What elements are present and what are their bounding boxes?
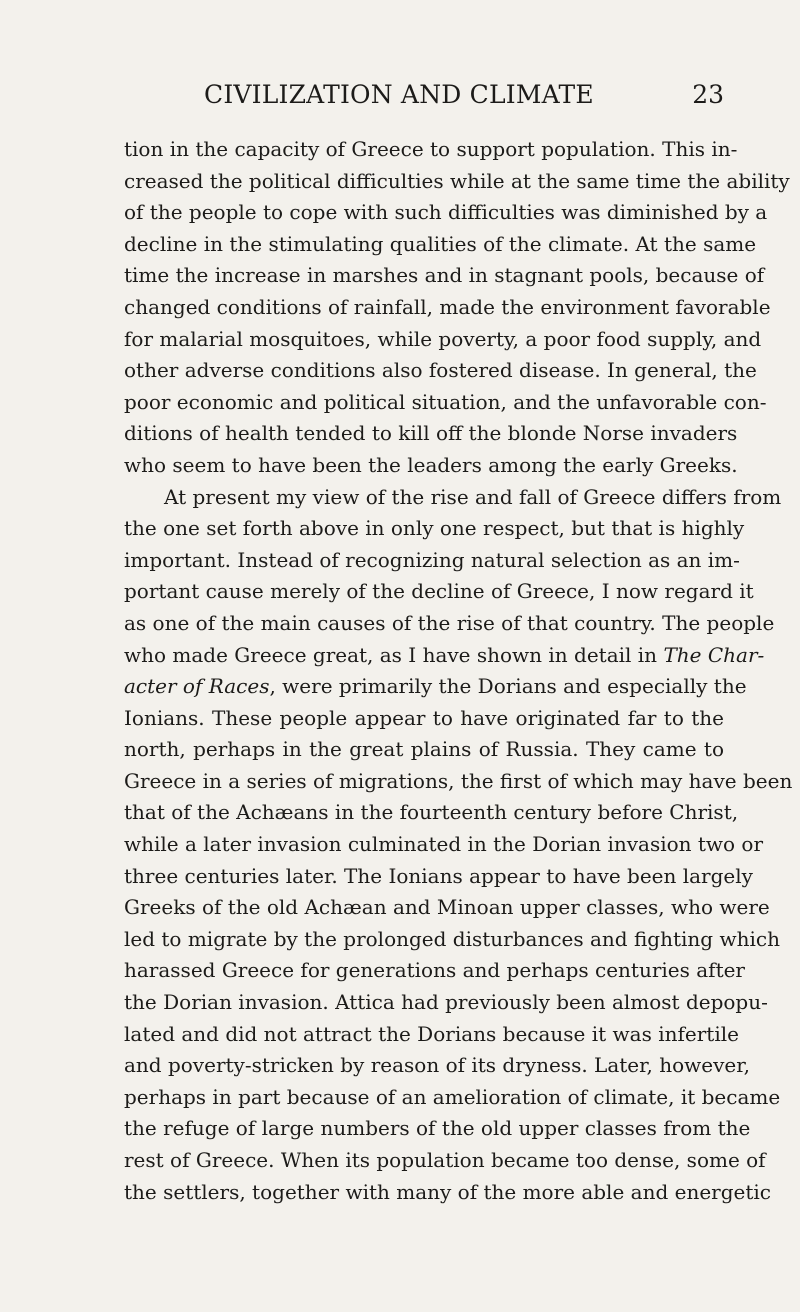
body-text	[124, 134, 793, 1208]
text-line: harassed Greece for generations and perhaps centuries after	[124, 958, 745, 983]
book-title: The Char-	[663, 642, 765, 667]
text-fragment: who made Greece great, as I have shown in detail in	[124, 642, 658, 667]
running-head	[124, 80, 724, 116]
text-line: the Dorian invasion. Attica had previously been almost depopu-	[124, 990, 768, 1015]
text-line: changed conditions of rainfall, made the environment favorable	[124, 294, 771, 319]
running-title: CIVILIZATION AND CLIMATE	[204, 80, 594, 109]
book-title: acter of Races	[124, 674, 270, 699]
text-line: other adverse conditions also fostered disease. In general, the	[124, 358, 757, 383]
text-line: the refuge of large numbers of the old upper classes from the	[124, 1116, 751, 1141]
text-line: perhaps in part because of an amelioration of climate, it became	[124, 1084, 781, 1109]
text-line: portant cause merely of the decline of Greece, I now regard it	[124, 579, 754, 604]
text-line: who seem to have been the leaders among the early Greeks.	[124, 452, 738, 477]
text-line: Ionians. These people appear to have originated far to the	[124, 705, 724, 730]
text-line: lated and did not attract the Dorians because it was infertile	[124, 1021, 739, 1046]
text-line: Greeks of the old Achæan and Minoan upper classes, who were	[124, 895, 770, 920]
text-line: north, perhaps in the great plains of Russia. They came to	[124, 737, 724, 762]
text-line: Greece in a series of migrations, the first of which may have been	[124, 768, 793, 793]
text-line: At present my view of the rise and fall of Greece differs from	[164, 484, 782, 509]
text-line-with-title	[124, 671, 747, 703]
text-line: and poverty-stricken by reason of its dryness. Later, however,	[124, 1053, 750, 1078]
text-line: important. Instead of recognizing natural selection as an im-	[124, 547, 740, 572]
text-line: time the increase in marshes and in stagnant pools, because of	[124, 263, 765, 288]
text-line-with-title	[124, 640, 765, 672]
text-line: rest of Greece. When its population became too dense, some of	[124, 1148, 766, 1172]
text-line: poor economic and political situation, and the unfavorable con-	[124, 389, 767, 414]
text-line: of the people to cope with such difficulties was diminished by a	[124, 200, 768, 225]
text-line: the settlers, together with many of the more able and energetic	[124, 1179, 772, 1204]
text-line: as one of the main causes of the rise of that country. The people	[124, 610, 775, 635]
text-line: decline in the stimulating qualities of the climate. At the same	[124, 231, 757, 256]
text-fragment: , were primarily the Dorians and especially the	[269, 674, 747, 699]
text-line: the one set forth above in only one respect, but that is highly	[124, 516, 745, 541]
text-line: for malarial mosquitoes, while poverty, a poor food supply, and	[124, 326, 762, 351]
text-line: three centuries later. The Ionians appear to have been largely	[124, 863, 753, 888]
text-line: while a later invasion culminated in the Dorian invasion two or	[124, 832, 764, 857]
page-number: 23	[692, 80, 724, 109]
text-line: creased the political difficulties while at the same time the ability	[124, 168, 790, 193]
text-line: led to migrate by the prolonged disturbances and fighting which	[124, 926, 780, 951]
text-line: that of the Achæans in the fourteenth century before Christ,	[124, 800, 739, 825]
text-line: tion in the capacity of Greece to support population. This in-	[124, 137, 738, 161]
text-line: ditions of health tended to kill off the blonde Norse invaders	[124, 421, 738, 446]
